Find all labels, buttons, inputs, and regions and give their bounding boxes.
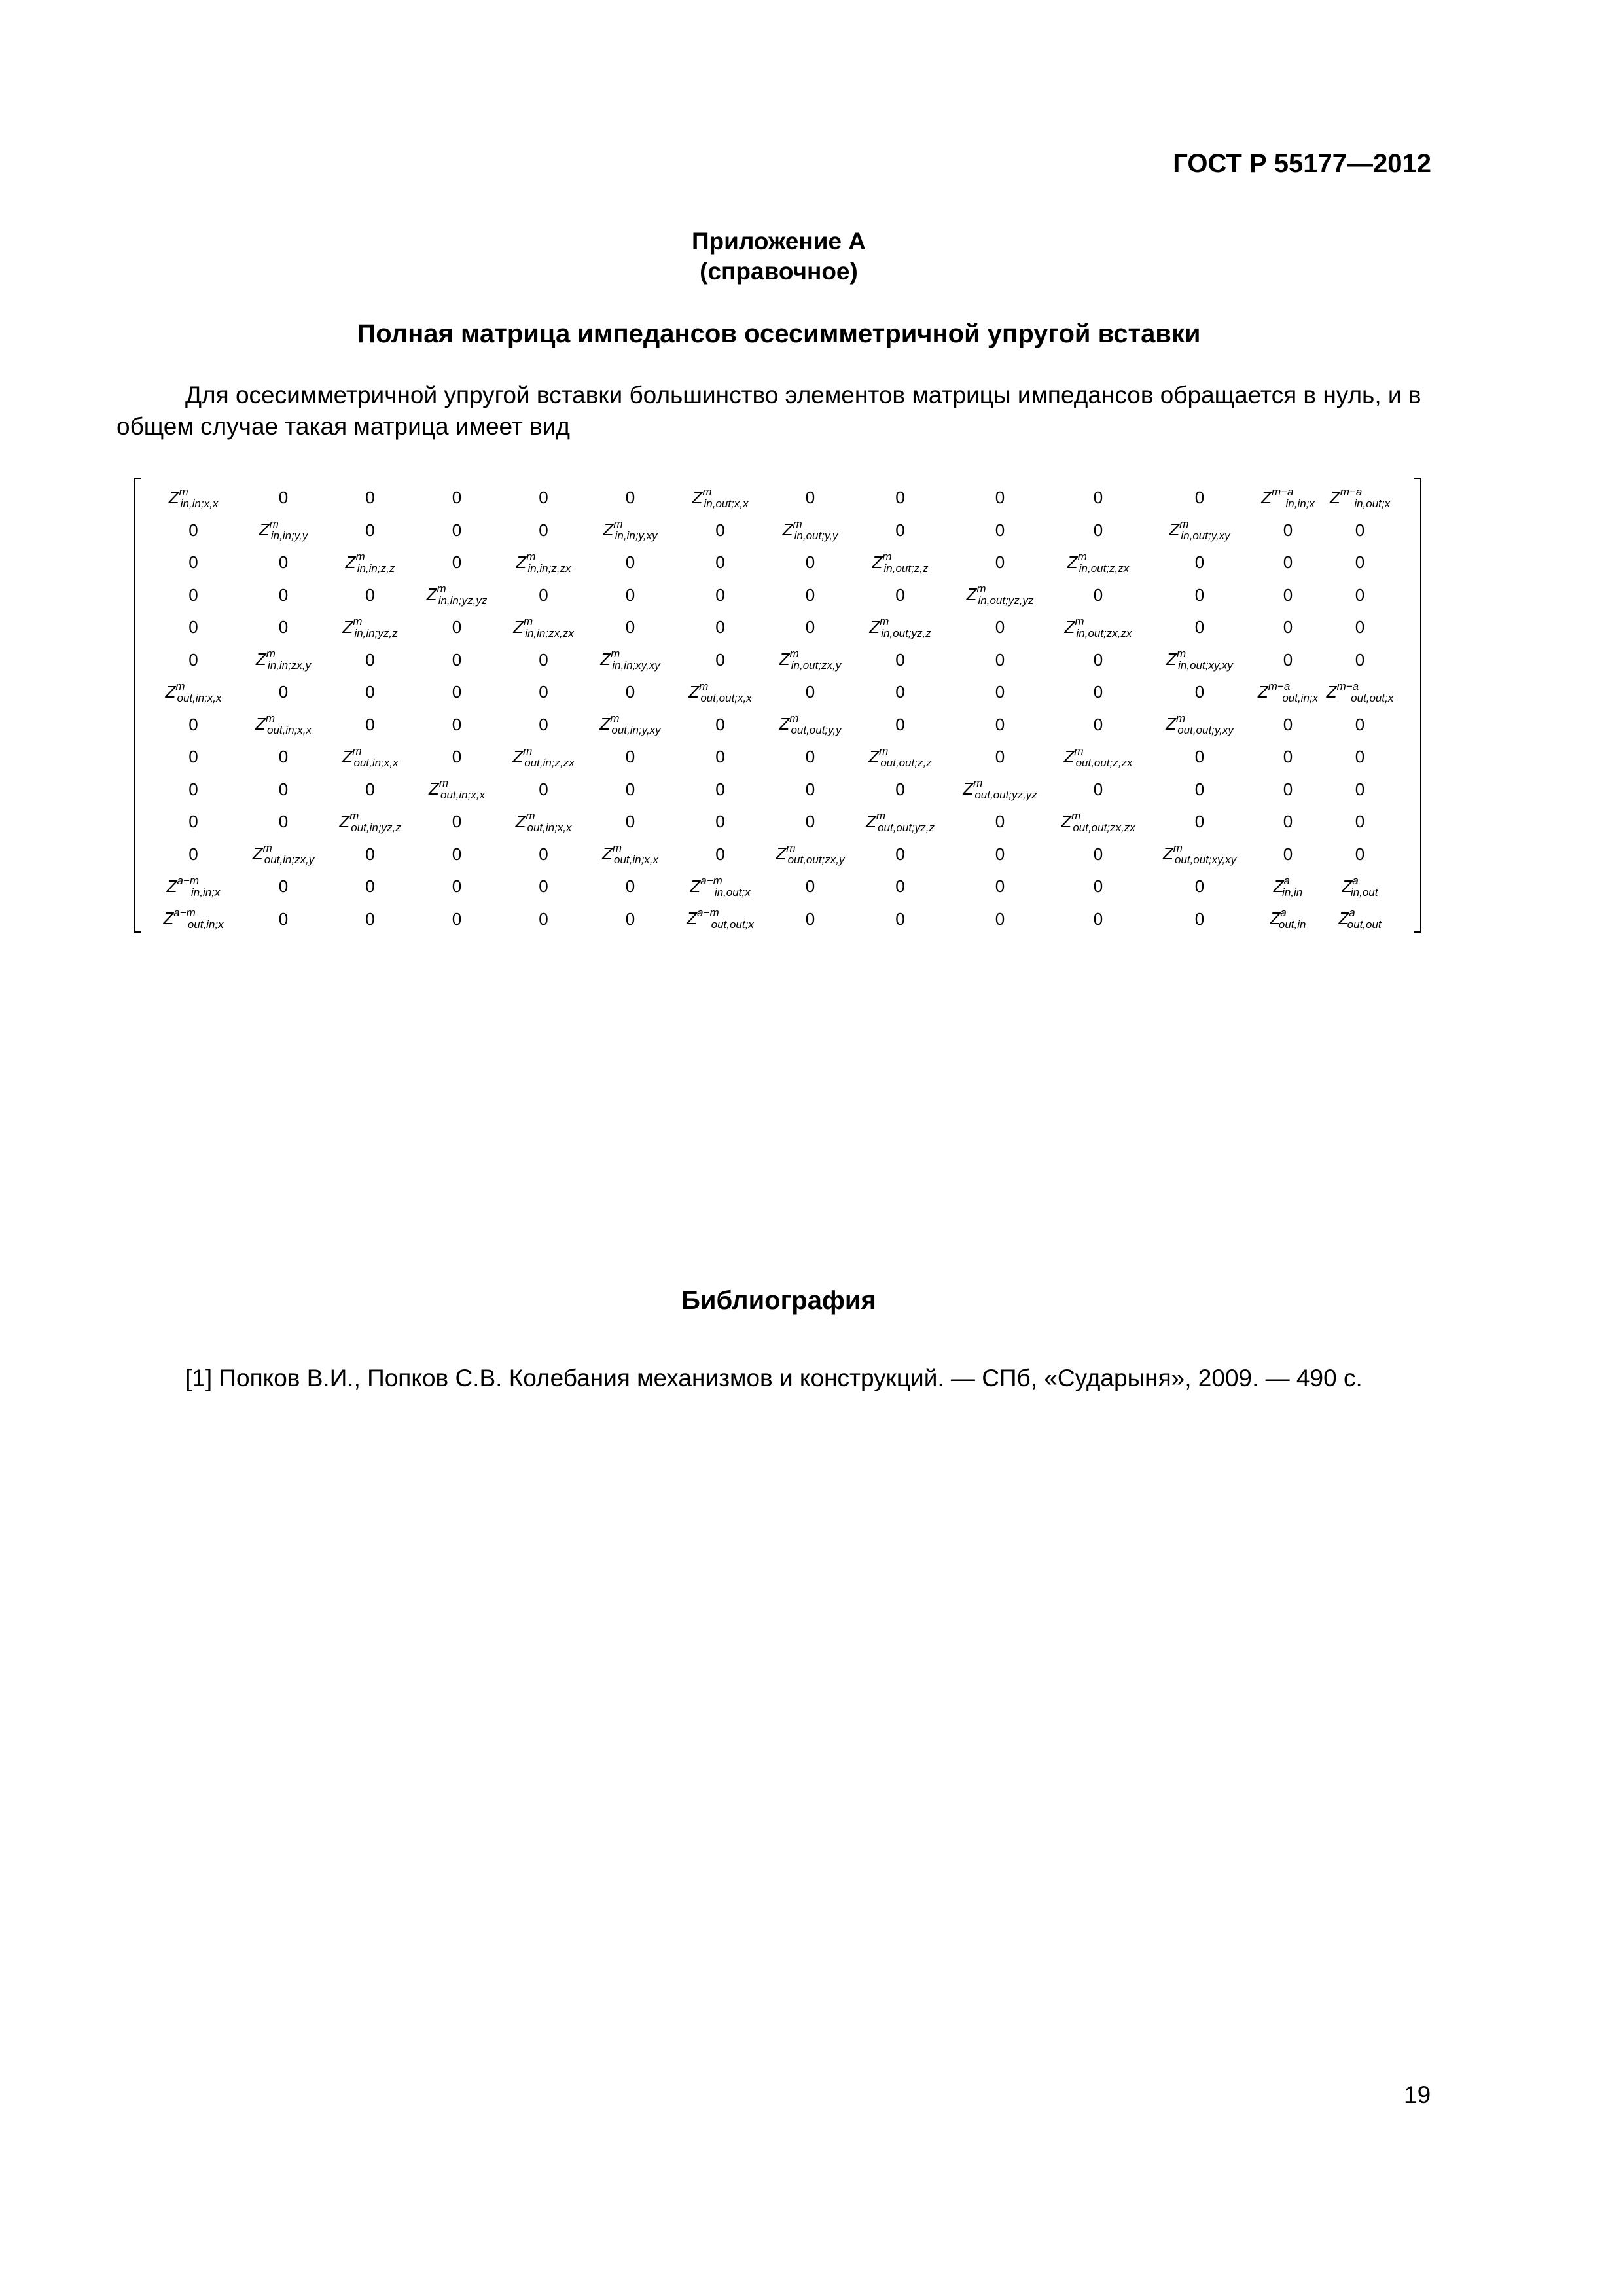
matrix-element: $Z^m_{out,out;z,z}$: [868, 744, 932, 769]
matrix-cell: 0: [1355, 552, 1365, 573]
matrix-element: $Z^m_{in,in;y,y}$: [259, 518, 308, 543]
matrix-cell: 0: [1093, 779, 1103, 799]
matrix-cell: 0: [1283, 552, 1293, 573]
matrix-element: $Z^{m-a}_{in,in;x}$: [1261, 485, 1315, 510]
matrix-element: $Z^m_{out,in;z,zx}$: [512, 744, 575, 769]
matrix-cell: [869, 615, 931, 640]
matrix-cell: 0: [452, 876, 462, 897]
matrix-element: $Z^m_{out,in;x,x}$: [601, 842, 659, 867]
matrix-cell: [1064, 745, 1133, 770]
matrix-cell: [1342, 874, 1378, 899]
matrix-cell: 0: [895, 714, 905, 734]
matrix-cell: 0: [1355, 649, 1365, 670]
matrix-cell: 0: [625, 779, 635, 799]
matrix-cell: [966, 583, 1033, 607]
matrix-element: $Z^m_{in,in;xy,xy}$: [600, 647, 660, 672]
matrix-cell: 0: [365, 908, 375, 929]
matrix-cell: 0: [452, 488, 462, 508]
matrix-cell: [512, 745, 575, 770]
matrix-cell: 0: [805, 779, 815, 799]
matrix-cell: 0: [1194, 617, 1205, 637]
matrix-cell: 0: [715, 779, 725, 799]
matrix-cell: 0: [805, 682, 815, 702]
matrix-element: $Z^{a-m}_{in,in;x}$: [166, 874, 221, 899]
matrix-element: $Z^m_{in,in;yz,yz}$: [426, 583, 488, 607]
matrix-element: $Z^m_{out,out;z,zx}$: [1063, 744, 1133, 769]
matrix-cell: [600, 647, 660, 672]
matrix-cell: 0: [1194, 584, 1205, 605]
matrix-cell: 0: [1283, 714, 1293, 734]
matrix-cell: [779, 712, 841, 737]
matrix-cell: 0: [539, 520, 548, 540]
matrix-cell: 0: [995, 617, 1005, 637]
bibliography-title: Библиография: [681, 1286, 876, 1315]
matrix-cell: 0: [452, 520, 462, 540]
matrix-cell: 0: [715, 584, 725, 605]
matrix-cell: 0: [1355, 617, 1365, 637]
matrix-element: $Z^{a-m}_{in,out;x}$: [690, 874, 751, 899]
matrix-cell: 0: [278, 779, 289, 799]
matrix-cell: [866, 810, 935, 834]
matrix-element: $Z^m_{out,in;x,x}$: [255, 712, 312, 737]
matrix-element: $Z^m_{out,in;yz,z}$: [339, 809, 401, 834]
matrix-cell: 0: [1355, 747, 1365, 767]
matrix-cell: 0: [805, 812, 815, 832]
matrix-cell: 0: [895, 844, 905, 864]
matrix-element: $Z^m_{in,in;yz,z}$: [342, 615, 398, 639]
matrix-cell: 0: [995, 844, 1005, 864]
matrix-element: $Z^m_{out,out;x,x}$: [688, 679, 752, 704]
matrix-cell: 0: [539, 779, 548, 799]
matrix-cell: 0: [1283, 844, 1293, 864]
matrix-cell: 0: [715, 812, 725, 832]
matrix-cell: [427, 583, 488, 607]
matrix-cell: 0: [188, 714, 198, 734]
matrix-cell: 0: [715, 520, 725, 540]
matrix-cell: 0: [1194, 876, 1205, 897]
matrix-cell: 0: [452, 747, 462, 767]
matrix-cell: 0: [805, 747, 815, 767]
matrix-cell: 0: [895, 682, 905, 702]
matrix-cell: 0: [188, 520, 198, 540]
intro-paragraph: [116, 380, 1445, 442]
matrix-cell: 0: [895, 876, 905, 897]
matrix-element: $Z^m_{out,in;y,xy}$: [599, 712, 661, 737]
matrix-right-bracket: [1414, 478, 1421, 933]
matrix-cell: [346, 550, 395, 575]
matrix-element: $Z^m_{in,out;x,x}$: [692, 485, 749, 510]
matrix-cell: 0: [278, 682, 289, 702]
matrix-cell: 0: [995, 908, 1005, 929]
matrix-cell: 0: [1355, 844, 1365, 864]
matrix-cell: 0: [1355, 714, 1365, 734]
matrix-cell: [1338, 906, 1381, 931]
matrix-cell: 0: [539, 876, 548, 897]
matrix-cell: 0: [188, 649, 198, 670]
matrix-cell: [513, 615, 574, 640]
matrix-cell: [1166, 647, 1233, 672]
matrix-cell: [688, 680, 752, 705]
matrix-cell: [690, 874, 750, 899]
matrix-element: $Z^{m-a}_{out,in;x}$: [1257, 679, 1319, 704]
matrix-element: $Z^m_{in,in;x,x}$: [168, 485, 219, 510]
matrix-element: $Z^a_{out,out}$: [1338, 906, 1382, 931]
section-title: Полная матрица импедансов осесимметричной упругой вставки: [357, 319, 1201, 348]
matrix-cell: 0: [1355, 812, 1365, 832]
matrix-cell: [1270, 906, 1306, 931]
matrix-cell: 0: [715, 747, 725, 767]
matrix-element: $Z^m_{in,in;z,z}$: [345, 550, 395, 575]
matrix-cell: 0: [365, 844, 375, 864]
matrix-cell: 0: [188, 747, 198, 767]
matrix-element: $Z^m_{out,out;yz,z}$: [866, 809, 935, 834]
matrix-cell: 0: [625, 876, 635, 897]
matrix-cell: 0: [625, 682, 635, 702]
matrix-element: $Z^m_{in,in;zx,y}$: [255, 647, 312, 672]
matrix-cell: 0: [995, 488, 1005, 508]
matrix-cell: 0: [1355, 584, 1365, 605]
matrix-element: $Z^m_{in,out;y,xy}$: [1169, 518, 1230, 543]
matrix-cell: 0: [278, 908, 289, 929]
matrix-cell: [1330, 486, 1390, 511]
matrix-cell: 0: [365, 488, 375, 508]
matrix-cell: 0: [188, 584, 198, 605]
matrix-cell: 0: [188, 617, 198, 637]
matrix-cell: 0: [1283, 747, 1293, 767]
matrix-cell: [253, 842, 315, 867]
matrix-cell: 0: [1283, 584, 1293, 605]
matrix-cell: 0: [805, 584, 815, 605]
matrix-element: $Z^m_{out,out;zx,y}$: [776, 842, 845, 867]
matrix-cell: 0: [278, 812, 289, 832]
matrix-cell: 0: [365, 520, 375, 540]
matrix-element: $Z^{m-a}_{in,out;x}$: [1329, 485, 1391, 510]
matrix-cell: 0: [1093, 649, 1103, 670]
matrix-element: $Z^m_{in,out;yz,yz}$: [966, 583, 1034, 607]
matrix-element: $Z^m_{out,in;x,x}$: [428, 777, 486, 802]
matrix-cell: [1163, 842, 1236, 867]
matrix-cell: [342, 745, 398, 770]
matrix-cell: [1274, 874, 1303, 899]
matrix-element: $Z^{m-a}_{out,out;x}$: [1326, 679, 1394, 704]
matrix-cell: 0: [895, 779, 905, 799]
matrix-cell: 0: [1194, 747, 1205, 767]
matrix-cell: 0: [625, 584, 635, 605]
matrix-cell: 0: [1355, 520, 1365, 540]
matrix-cell: 0: [805, 488, 815, 508]
matrix-cell: 0: [1093, 682, 1103, 702]
matrix-element: $Z^m_{in,out;xy,xy}$: [1166, 647, 1233, 672]
matrix-element: $Z^a_{out,in}$: [1270, 906, 1306, 931]
matrix-cell: 0: [715, 552, 725, 573]
matrix-cell: [1067, 550, 1130, 575]
matrix-cell: [692, 486, 748, 511]
matrix-element: $Z^m_{out,in;x,x}$: [515, 809, 572, 834]
impedance-matrix: [130, 478, 1425, 933]
matrix-cell: 0: [805, 617, 815, 637]
matrix-cell: [1327, 680, 1394, 705]
matrix-cell: [1169, 518, 1230, 543]
matrix-cell: 0: [1093, 520, 1103, 540]
intro-text: Для осесимметричной упругой вставки большинство элементов матрицы импедансов обращается в нуль, и в общем случае такая матрица имеет вид: [116, 382, 1421, 440]
matrix-cell: 0: [895, 520, 905, 540]
matrix-cell: [1258, 680, 1318, 705]
matrix-cell: [776, 842, 845, 867]
matrix-cell: 0: [1093, 908, 1103, 929]
document-code: ГОСТ Р 55177—2012: [1173, 149, 1431, 178]
annex-heading: [0, 226, 1558, 287]
matrix-cell: [599, 712, 660, 737]
matrix-cell: [783, 518, 838, 543]
matrix-cell: [602, 842, 658, 867]
matrix-element: $Z^m_{out,out;yz,yz}$: [963, 777, 1037, 802]
matrix-cell: [339, 810, 401, 834]
matrix-cell: 0: [365, 714, 375, 734]
matrix-cell: 0: [452, 617, 462, 637]
matrix-cell: 0: [1093, 488, 1103, 508]
matrix-cell: 0: [715, 617, 725, 637]
annex-type: (справочное): [700, 258, 858, 285]
matrix-cell: 0: [995, 876, 1005, 897]
matrix-cell: 0: [895, 584, 905, 605]
matrix-element: $Z^a_{in,in}$: [1273, 874, 1303, 899]
matrix-cell: 0: [1283, 617, 1293, 637]
matrix-element: $Z^m_{out,out;y,xy}$: [1166, 712, 1234, 737]
matrix-element: $Z^m_{out,in;x,x}$: [342, 744, 399, 769]
matrix-cell: 0: [1283, 520, 1293, 540]
matrix-cell: 0: [1194, 552, 1205, 573]
matrix-cell: 0: [278, 876, 289, 897]
matrix-cell: 0: [895, 649, 905, 670]
matrix-cell: 0: [1355, 779, 1365, 799]
matrix-element: $Z^{a-m}_{out,out;x}$: [687, 906, 754, 931]
matrix-cell: [1064, 615, 1132, 640]
matrix-left-bracket: [134, 478, 141, 933]
matrix-cell: [256, 647, 311, 672]
matrix-cell: 0: [1194, 812, 1205, 832]
matrix-cell: 0: [625, 812, 635, 832]
annex-title: Приложение А: [691, 228, 866, 255]
matrix-cell: 0: [365, 779, 375, 799]
matrix-cell: 0: [1283, 779, 1293, 799]
matrix-cell: 0: [995, 714, 1005, 734]
matrix-cell: 0: [1093, 844, 1103, 864]
matrix-cell: 0: [995, 649, 1005, 670]
matrix-cell: 0: [365, 649, 375, 670]
matrix-cell: [167, 874, 221, 899]
matrix-cell: 0: [278, 584, 289, 605]
matrix-cell: [1061, 810, 1135, 834]
matrix-cell: 0: [539, 714, 548, 734]
matrix-cell: 0: [1283, 812, 1293, 832]
matrix-cell: [163, 906, 223, 931]
matrix-cell: 0: [1283, 649, 1293, 670]
matrix-element: $Z^m_{out,out;zx,zx}$: [1061, 809, 1135, 834]
matrix-cell: [169, 486, 219, 511]
matrix-cell: 0: [452, 908, 462, 929]
matrix-element: $Z^m_{in,out;zx,zx}$: [1064, 615, 1132, 639]
matrix-cell: 0: [805, 552, 815, 573]
matrix-cell: [963, 777, 1037, 802]
matrix-cell: 0: [625, 552, 635, 573]
matrix-cell: [603, 518, 658, 543]
matrix-cell: 0: [1194, 682, 1205, 702]
matrix-cell: 0: [278, 617, 289, 637]
matrix-cell: 0: [805, 876, 815, 897]
matrix-cell: 0: [278, 552, 289, 573]
matrix-element: $Z^m_{in,in;z,zx}$: [516, 550, 571, 575]
matrix-cell: 0: [188, 844, 198, 864]
matrix-cell: 0: [188, 552, 198, 573]
matrix-cell: 0: [452, 649, 462, 670]
matrix-cell: 0: [278, 747, 289, 767]
matrix-cell: [515, 810, 571, 834]
matrix-cell: 0: [625, 617, 635, 637]
matrix-element: $Z^m_{in,out;zx,y}$: [779, 647, 842, 672]
matrix-cell: 0: [625, 488, 635, 508]
matrix-cell: 0: [539, 682, 548, 702]
matrix-cell: 0: [1093, 714, 1103, 734]
matrix-cell: [779, 647, 842, 672]
matrix-cell: [259, 518, 308, 543]
matrix-element: $Z^m_{in,out;y,y}$: [782, 518, 838, 543]
matrix-cell: 0: [625, 908, 635, 929]
matrix-cell: 0: [452, 844, 462, 864]
matrix-cell: 0: [278, 488, 289, 508]
bibliography-item: [1] Попков В.И., Попков С.В. Колебания механизмов и конструкций. — СПб, «Сударыня», 2009. — 490 с.: [185, 1365, 1363, 1391]
page-number: 19: [1404, 2081, 1431, 2108]
matrix-cell: 0: [895, 488, 905, 508]
matrix-cell: [687, 906, 754, 931]
matrix-cell: [342, 615, 397, 640]
matrix-element: $Z^m_{in,out;yz,z}$: [869, 615, 931, 639]
matrix-element: $Z^m_{in,out;z,z}$: [872, 550, 929, 575]
matrix-cell: 0: [995, 682, 1005, 702]
matrix-cell: 0: [1093, 876, 1103, 897]
matrix-element: $Z^m_{out,in;zx,y}$: [252, 842, 315, 867]
matrix-cell: 0: [1194, 779, 1205, 799]
matrix-cell: 0: [539, 649, 548, 670]
matrix-element: $Z^m_{out,out;y,y}$: [779, 712, 842, 737]
matrix-cell: [1166, 712, 1234, 737]
matrix-element: $Z^a_{in,out}$: [1342, 874, 1378, 899]
matrix-grid: [143, 482, 1412, 929]
matrix-cell: 0: [1093, 584, 1103, 605]
matrix-cell: 0: [539, 488, 548, 508]
matrix-element: $Z^m_{in,in;zx,zx}$: [513, 615, 574, 639]
matrix-cell: 0: [625, 747, 635, 767]
matrix-cell: 0: [539, 908, 548, 929]
matrix-cell: 0: [1194, 908, 1205, 929]
matrix-cell: 0: [995, 552, 1005, 573]
matrix-element: $Z^m_{in,in;y,xy}$: [603, 518, 658, 543]
matrix-cell: 0: [1194, 488, 1205, 508]
matrix-cell: 0: [895, 908, 905, 929]
matrix-cell: [429, 777, 485, 802]
matrix-cell: 0: [995, 520, 1005, 540]
matrix-cell: 0: [452, 552, 462, 573]
matrix-cell: [165, 680, 221, 705]
matrix-cell: [1261, 486, 1315, 511]
matrix-cell: 0: [715, 649, 725, 670]
matrix-cell: 0: [365, 876, 375, 897]
matrix-cell: [872, 550, 928, 575]
matrix-cell: 0: [452, 682, 462, 702]
matrix-cell: [255, 712, 312, 737]
matrix-element: $Z^m_{in,out;z,zx}$: [1067, 550, 1130, 575]
matrix-cell: 0: [715, 844, 725, 864]
matrix-cell: 0: [995, 812, 1005, 832]
matrix-element: $Z^{a-m}_{out,in;x}$: [163, 906, 224, 931]
matrix-cell: 0: [188, 812, 198, 832]
matrix-element: $Z^m_{out,in;x,x}$: [165, 679, 222, 704]
matrix-cell: 0: [539, 584, 548, 605]
matrix-cell: 0: [365, 682, 375, 702]
matrix-cell: 0: [452, 714, 462, 734]
matrix-element: $Z^m_{out,out;xy,xy}$: [1162, 842, 1237, 867]
matrix-cell: 0: [715, 714, 725, 734]
matrix-cell: 0: [452, 812, 462, 832]
matrix-cell: [516, 550, 571, 575]
matrix-cell: 0: [995, 747, 1005, 767]
matrix-cell: 0: [188, 779, 198, 799]
matrix-cell: [868, 745, 932, 770]
matrix-cell: 0: [805, 908, 815, 929]
matrix-cell: 0: [539, 844, 548, 864]
matrix-cell: 0: [365, 584, 375, 605]
